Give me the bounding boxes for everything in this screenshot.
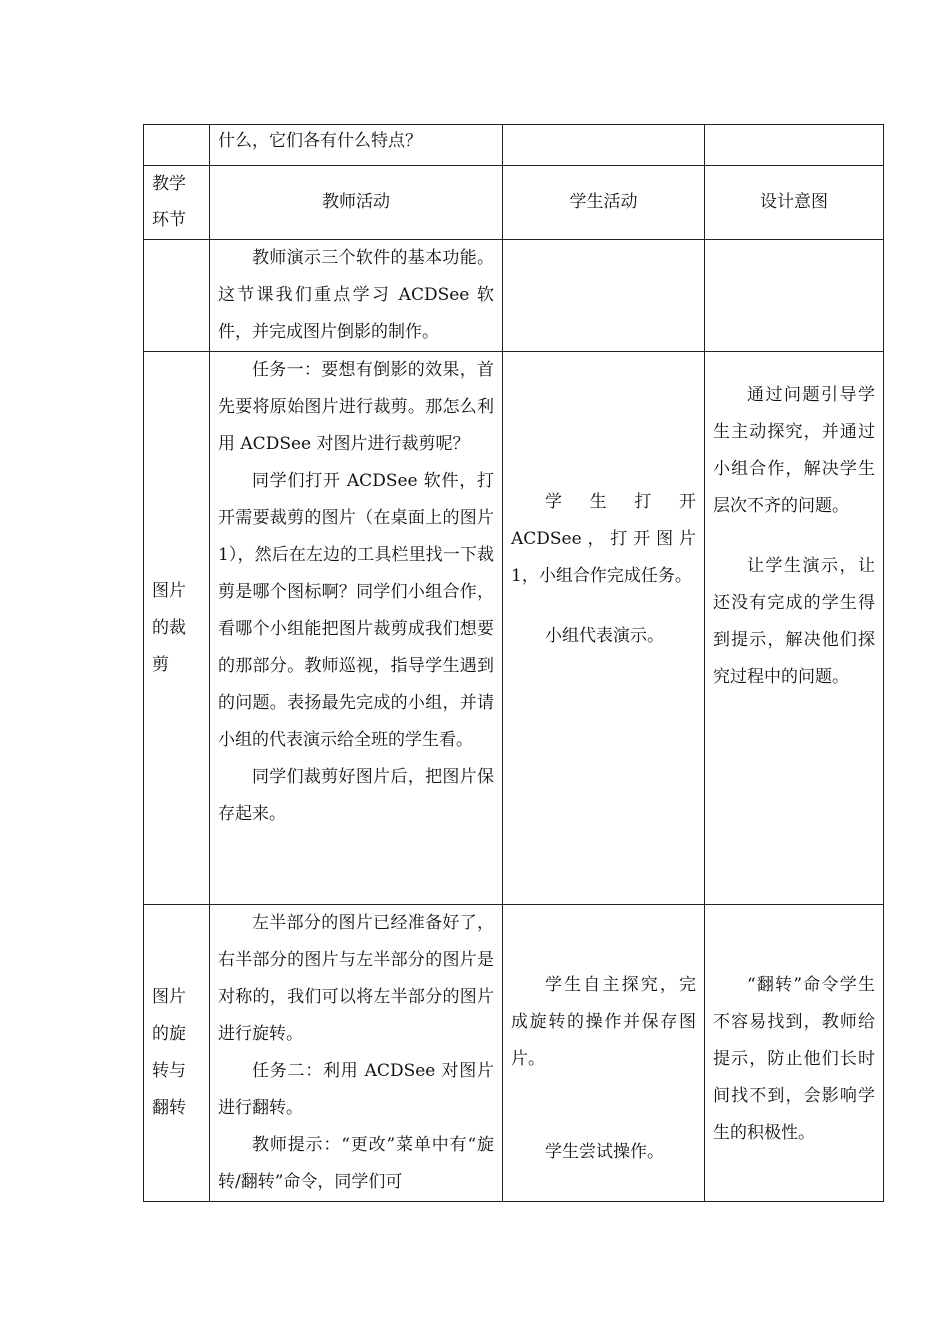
student-paragraph: 小组代表演示。 bbox=[545, 626, 664, 646]
header-student: 学生活动 bbox=[503, 166, 705, 240]
teacher-paragraph: 左半部分的图片已经准备好了，右半部分的图片与左半部分的图片是对称的，我们可以将左半部分的图片进行旋转。 bbox=[218, 913, 494, 1044]
stage-label: 图片的旋转与翻转 bbox=[152, 987, 186, 1118]
table-header-row bbox=[144, 166, 884, 240]
intent-cell bbox=[705, 905, 884, 1202]
teacher-cell bbox=[210, 240, 503, 352]
header-intent: 设计意图 bbox=[705, 166, 884, 240]
student-cell bbox=[503, 240, 705, 352]
teacher-cell bbox=[210, 352, 503, 905]
student-cell bbox=[503, 905, 705, 1202]
teacher-paragraph: 同学们打开 ACDSee 软件，打开需要裁剪的图片（在桌面上的图片 1），然后在左边的工具栏里找一下裁剪是哪个图标啊？同学们小组合作，看哪个小组能把图片裁剪成我们想要的那部分。教师巡视，指导学生遇到的问题。表扬最先完成的小组，并请小组的代表演示给全班的学生看。 bbox=[218, 471, 494, 750]
table-row bbox=[144, 905, 884, 1202]
teacher-paragraph: 教师提示：“更改”菜单中有“旋转/翻转”命令，同学们可 bbox=[218, 1135, 494, 1192]
stage-cell bbox=[144, 352, 210, 905]
student-cell bbox=[503, 125, 705, 166]
teacher-paragraph: 任务一：要想有倒影的效果，首先要将原始图片进行裁剪。那怎么利用 ACDSee 对图片进行裁剪呢？ bbox=[218, 360, 494, 454]
table-row bbox=[144, 125, 884, 166]
header-stage-label: 教学环节 bbox=[152, 174, 186, 230]
lesson-plan-table bbox=[143, 124, 884, 1202]
stage-cell bbox=[144, 125, 210, 166]
header-stage bbox=[144, 166, 210, 240]
teacher-cell bbox=[210, 125, 503, 166]
table-row bbox=[144, 352, 884, 905]
teacher-paragraph: 同学们裁剪好图片后，把图片保存起来。 bbox=[218, 767, 494, 824]
stage-cell bbox=[144, 240, 210, 352]
intent-cell bbox=[705, 125, 884, 166]
student-cell bbox=[503, 352, 705, 905]
intent-cell bbox=[705, 352, 884, 905]
stage-label: 图片的裁剪 bbox=[152, 580, 186, 675]
intent-paragraph: “翻转”命令学生不容易找到，教师给提示，防止他们长时间找不到，会影响学生的积极性。 bbox=[713, 975, 875, 1143]
student-paragraph: 学生尝试操作。 bbox=[545, 1142, 664, 1162]
table-row bbox=[144, 240, 884, 352]
student-paragraph: 学生自主探究，完成旋转的操作并保存图片。 bbox=[511, 975, 696, 1069]
teacher-paragraph: 任务二：利用 ACDSee 对图片进行翻转。 bbox=[218, 1061, 494, 1118]
teacher-cell bbox=[210, 905, 503, 1202]
student-paragraph: 学生打开 ACDSee，打开图片 1，小组合作完成任务。 bbox=[511, 492, 696, 586]
intent-paragraph: 通过问题引导学生主动探究，并通过小组合作，解决学生层次不齐的问题。 bbox=[713, 385, 875, 516]
header-teacher: 教师活动 bbox=[210, 166, 503, 240]
intent-paragraph: 让学生演示，让还没有完成的学生得到提示，解决他们探究过程中的问题。 bbox=[713, 556, 875, 687]
teacher-text: 什么，它们各有什么特点？ bbox=[218, 131, 422, 151]
intent-cell bbox=[705, 240, 884, 352]
stage-cell bbox=[144, 905, 210, 1202]
teacher-paragraph: 教师演示三个软件的基本功能。这节课我们重点学习 ACDSee 软件，并完成图片倒影的制作。 bbox=[218, 248, 494, 342]
